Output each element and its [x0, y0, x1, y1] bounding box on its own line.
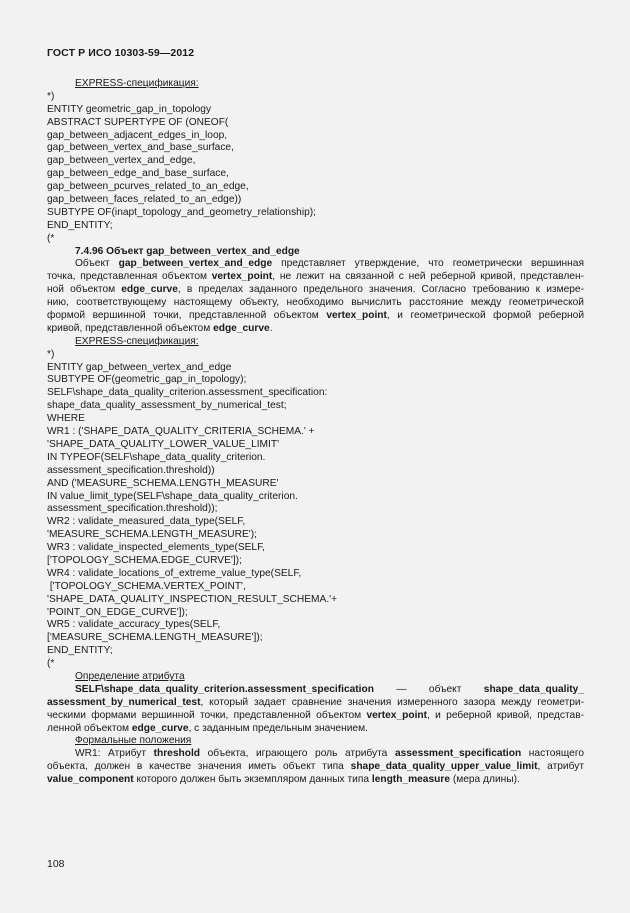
code-line: ['MEASURE_SCHEMA.LENGTH_MEASURE']);: [47, 632, 263, 644]
entity-ref: edge_curve: [213, 322, 270, 334]
text-run: , в пределах заданного предельного значения. Согласно требованию к измере-: [177, 284, 584, 296]
entity-ref: value_component: [47, 774, 134, 786]
express-label-2: [47, 336, 584, 349]
code-line: ENTITY geometric_gap_in_topology: [47, 103, 212, 115]
text-run: , который задает сравнение значения измеренного зазора между геометри-: [200, 696, 584, 708]
text-run: (мера длины).: [450, 774, 520, 786]
page-header-standard-id: ГОСТ Р ИСО 10303-59—2012: [47, 47, 195, 59]
paragraph-line: [47, 774, 584, 787]
text-run: , с заданным предельным значением.: [188, 722, 368, 734]
code-line: *): [47, 90, 55, 102]
entity-ref: gap_between_vertex_and_edge: [118, 258, 273, 270]
code-line: AND ('MEASURE_SCHEMA.LENGTH_MEASURE': [47, 477, 279, 489]
paragraph-line: [47, 284, 584, 297]
paragraph-line: [47, 258, 584, 271]
code-line: shape_data_quality_assessment_by_numerical_test;: [47, 400, 287, 412]
text-run: представляет утверждение, что геометрически вершинная: [272, 258, 584, 270]
code-line: SELF\shape_data_quality_criterion.assessment_specification:: [47, 387, 328, 399]
text-run: объекта, должен в качестве значения иметь объект типа: [47, 761, 351, 773]
section-entity-name: gap_between_vertex_and_edge: [146, 245, 300, 257]
code-line: gap_between_faces_related_to_an_edge)): [47, 194, 242, 206]
attribute-definition-label-text: Определение атрибута: [75, 670, 185, 682]
code-line: IN value_limit_type(SELF\shape_data_quality_criterion.: [47, 490, 298, 502]
text-run: ной объектом: [47, 284, 122, 296]
paragraph-line: [47, 723, 584, 736]
text-run: , не лежит на связанной с ней реберной кривой, представлен-: [272, 271, 584, 283]
code-line: 'POINT_ON_EDGE_CURVE']);: [47, 606, 188, 618]
code-line: END_ENTITY;: [47, 645, 113, 657]
express-block-1: [47, 91, 584, 246]
entity-ref: assessment_by_numerical_test: [47, 696, 201, 708]
text-run: , атрибут: [537, 761, 584, 773]
text-run: ческими формами вершинной точки, представленной объектом: [47, 709, 367, 721]
code-line: gap_between_edge_and_base_surface,: [47, 168, 229, 180]
formal-propositions-paragraph: [47, 748, 584, 787]
paragraph-line: [47, 310, 584, 323]
text-run: которого должен быть экземпляром данных типа: [133, 774, 372, 786]
code-line: assessment_specification.threshold)): [47, 464, 215, 476]
formal-propositions-label-text: Формальные положения: [75, 735, 192, 747]
code-line: gap_between_pcurves_related_to_an_edge,: [47, 181, 249, 193]
code-line: ENTITY gap_between_vertex_and_edge: [47, 361, 232, 373]
code-line: gap_between_vertex_and_base_surface,: [47, 142, 234, 154]
entity-ref: shape_data_quality_: [483, 683, 584, 695]
code-line: WR5 : validate_accuracy_types(SELF,: [47, 619, 221, 631]
entity-ref: shape_data_quality_upper_value_limit: [350, 761, 538, 773]
paragraph-line: [47, 697, 584, 710]
entity-ref: threshold: [153, 748, 201, 760]
entity-ref: edge_curve: [121, 284, 178, 296]
paragraph-line: [47, 748, 584, 761]
code-line: *): [47, 348, 55, 360]
page-content: [47, 78, 584, 787]
text-run: настоящего: [521, 748, 585, 760]
attribute-definition-paragraph: [47, 684, 584, 736]
entity-ref: length_measure: [371, 774, 450, 786]
code-line: WR4 : validate_locations_of_extreme_value_type(SELF,: [47, 567, 302, 579]
code-line: ABSTRACT SUPERTYPE OF (ONEOF(: [47, 116, 229, 128]
code-line: 'SHAPE_DATA_QUALITY_INSPECTION_RESULT_SCHEMA.'+: [47, 593, 338, 605]
code-line: END_ENTITY;: [47, 219, 113, 231]
code-line: ['TOPOLOGY_SCHEMA.VERTEX_POINT',: [47, 580, 246, 592]
express-block-2: [47, 349, 584, 671]
entity-ref: vertex_point: [326, 310, 387, 322]
entity-ref: SELF\shape_data_quality_criterion.assessment_specification: [75, 683, 374, 695]
paragraph-line: нию, соответствующему настоящему объекту, необходимо вычислить расстояние между геометрической: [47, 297, 584, 309]
paragraph-line: [47, 761, 584, 774]
text-run: формой вершинной точки, представленной объектом: [47, 310, 327, 322]
formal-propositions-label: [47, 735, 584, 748]
entity-ref: edge_curve: [131, 722, 189, 734]
text-run: объекта, играющего роль атрибута: [200, 748, 395, 760]
code-line: (*: [47, 232, 55, 244]
description-paragraph: [47, 258, 584, 335]
section-heading: [47, 246, 584, 259]
text-run: , и реберной кривой, представ-: [427, 709, 584, 721]
paragraph-line: [47, 323, 584, 336]
entity-ref: vertex_point: [211, 271, 273, 283]
text-run: — объект: [373, 683, 484, 695]
express-label-text: EXPRESS-спецификация:: [75, 78, 199, 89]
entity-ref: vertex_point: [366, 709, 428, 721]
entity-ref: assessment_specification: [394, 748, 522, 760]
paragraph-line: [47, 684, 584, 697]
code-line: (*: [47, 658, 55, 670]
text-run: .: [269, 322, 273, 334]
code-line: gap_between_adjacent_edges_in_loop,: [47, 129, 228, 141]
code-line: IN TYPEOF(SELF\shape_data_quality_criterion.: [47, 451, 266, 463]
paragraph-line: [47, 271, 584, 284]
text-run: точка, представленная объектом: [47, 271, 212, 283]
text-run: WR1: Атрибут: [75, 748, 154, 760]
code-line: 'SHAPE_DATA_QUALITY_LOWER_VALUE_LIMIT': [47, 438, 280, 450]
express-label-text: EXPRESS-спецификация:: [75, 335, 199, 347]
code-line: WHERE: [47, 413, 85, 425]
express-label-1: [47, 78, 584, 91]
code-line: WR2 : validate_measured_data_type(SELF,: [47, 516, 246, 528]
code-line: WR3 : validate_inspected_elements_type(SELF,: [47, 542, 266, 554]
section-number: 7.4.96: [75, 245, 104, 257]
attribute-definition-label: [47, 671, 584, 684]
code-line: assessment_specification.threshold));: [47, 503, 218, 515]
code-line: ['TOPOLOGY_SCHEMA.EDGE_CURVE']);: [47, 554, 242, 566]
page-number: 108: [47, 858, 65, 870]
code-line: SUBTYPE OF(inapt_topology_and_geometry_relationship);: [47, 206, 316, 218]
paragraph-line: [47, 710, 584, 723]
text-run: Объект: [75, 258, 119, 270]
code-line: SUBTYPE OF(geometric_gap_in_topology);: [47, 374, 247, 386]
section-title-prefix: Объект: [106, 245, 144, 257]
code-line: WR1 : ('SHAPE_DATA_QUALITY_CRITERIA_SCHEMA.' +: [47, 426, 315, 438]
code-line: 'MEASURE_SCHEMA.LENGTH_MEASURE');: [47, 529, 257, 541]
code-line: gap_between_vertex_and_edge,: [47, 155, 196, 167]
text-run: , и геометрической формой реберной: [386, 310, 585, 322]
text-run: ленной объектом: [47, 722, 132, 734]
text-run: кривой, представленной объектом: [47, 322, 214, 334]
